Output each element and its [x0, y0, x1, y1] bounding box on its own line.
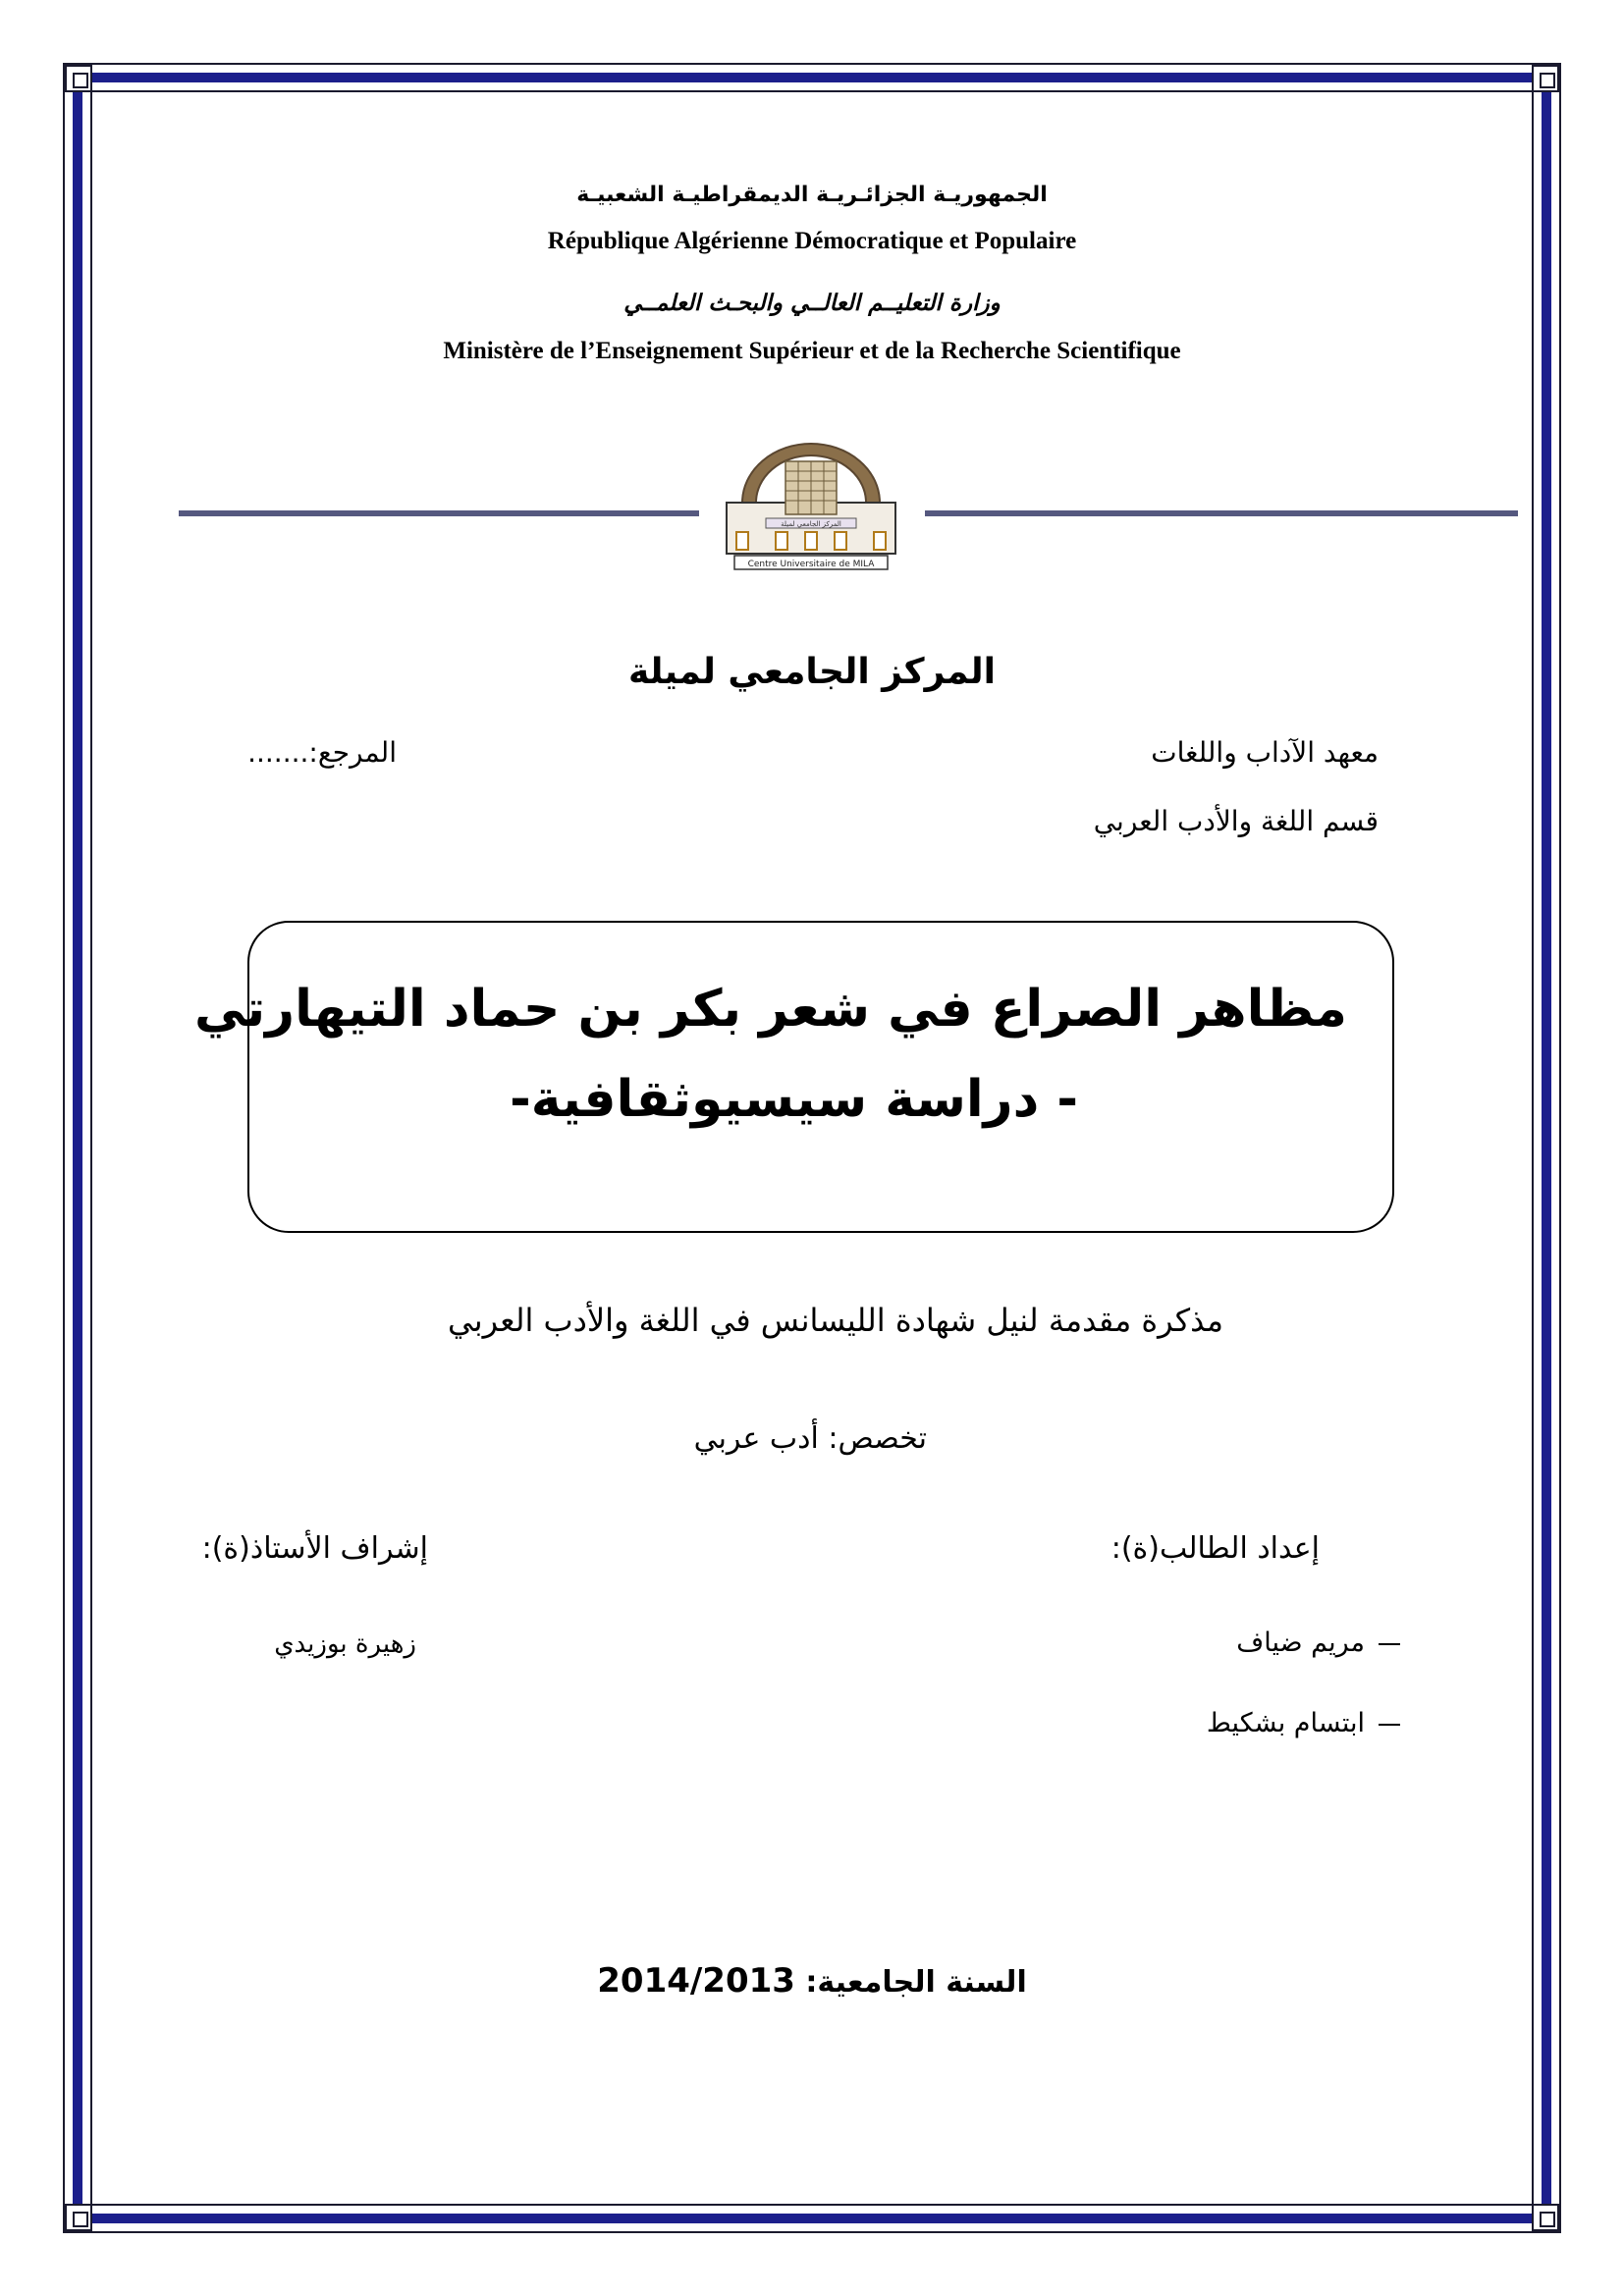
- dash-bullet-icon: [1379, 1643, 1400, 1645]
- university-center-name: المركز الجامعي لميلة: [627, 652, 996, 692]
- divider-left: [179, 510, 699, 516]
- memoir-description: مذكرة مقدمة لنيل شهادة الليسانس في اللغة والأدب العربي: [448, 1302, 1223, 1339]
- student-item: [1236, 1628, 1400, 1658]
- thesis-title-line-1: مظاهر الصراع في شعر بكر بن حماد التيهارتي: [194, 980, 1347, 1039]
- corner-ornament-top-left: [65, 65, 92, 92]
- academic-year-value: 2014/2013: [597, 1961, 795, 2001]
- specialty: تخصص: أدب عربي: [693, 1421, 927, 1456]
- thesis-title-box: [194, 921, 1394, 1233]
- student-name: ابتسام بشكيط: [1206, 1708, 1365, 1738]
- ministry-french: Ministère de l’Enseignement Supérieur et de la Recherche Scientifique: [443, 338, 1181, 364]
- divider-right: [925, 510, 1518, 516]
- ministry-arabic: وزارة التعليــم العالــي والبحـث العلمــي: [623, 291, 1001, 316]
- corner-ornament-bottom-right: [1532, 2204, 1559, 2231]
- prepared-by-label: إعداد الطالب(ة):: [1110, 1531, 1320, 1566]
- supervisor-name: زهيرة بوزيدي: [274, 1629, 416, 1659]
- student-name: مريم ضياف: [1236, 1628, 1365, 1658]
- dash-bullet-icon: [1379, 1724, 1400, 1726]
- reference-field: المرجع:.......: [247, 736, 397, 769]
- academic-year-label: السنة الجامعية:: [805, 1965, 1027, 2000]
- thesis-title-line-2: - دراسة سيسيوثقافية-: [510, 1070, 1078, 1129]
- institute-name: معهد الآداب واللغات: [1151, 736, 1379, 769]
- logo-building-label: المركز الجامعي لميلة: [781, 520, 841, 528]
- republic-french: République Algérienne Démocratique et Populaire: [547, 228, 1077, 254]
- logo-caption: Centre Universitaire de MILA: [747, 560, 875, 569]
- department-name: قسم اللغة والأدب العربي: [1093, 805, 1379, 837]
- university-logo: [723, 434, 899, 573]
- corner-ornament-top-right: [1532, 65, 1559, 92]
- student-item: [1207, 1708, 1400, 1738]
- supervised-by-label: إشراف الأستاذ(ة):: [201, 1531, 428, 1566]
- academic-year: [0, 1961, 1624, 2001]
- republic-arabic: الجمهوريـة الجزائـريـة الديمقراطيـة الشعبيـة: [576, 183, 1048, 207]
- corner-ornament-bottom-left: [65, 2204, 92, 2231]
